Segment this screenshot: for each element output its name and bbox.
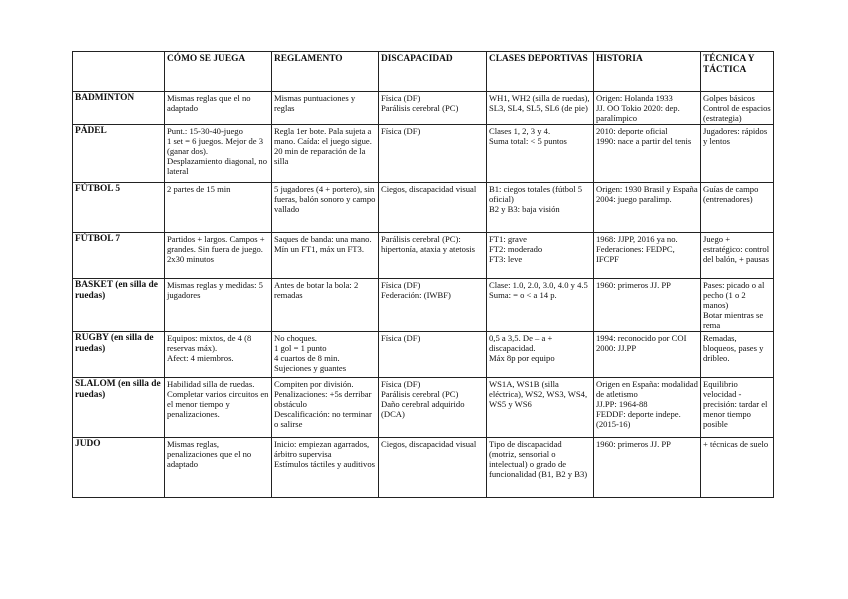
cell-line: Partidos + largos. Campos + grandes. Sin fuera de juego. 2x30 minutos [167, 234, 265, 264]
cell-line: Equilibrio velocidad - precisión: tardar el menor tiempo posible [703, 379, 768, 429]
cell-line: Parálisis cerebral (PC) [381, 389, 459, 399]
discapacidad-cell [379, 233, 487, 279]
cell-line: Mismas puntuaciones y reglas [274, 93, 356, 113]
reglamento-cell [272, 183, 379, 233]
sport-name-cell: BASKET (en silla de ruedas) [73, 279, 165, 332]
cell-line: Punt.: 15-30-40-juego [167, 126, 243, 136]
header-historia: HISTORIA [594, 52, 701, 92]
cell-line: 2004: juego paralimp. [596, 194, 672, 204]
cell-line: Federación: (IWBF) [381, 290, 451, 300]
cell-line: FT3: leve [489, 254, 523, 264]
cell-line: FT2: moderado [489, 244, 543, 254]
header-reglamento: REGLAMENTO [272, 52, 379, 92]
clases-deportivas-cell [487, 438, 594, 498]
header-clases-deportivas: CLASES DEPORTIVAS [487, 52, 594, 92]
cell-line: Mismas reglas y medidas: 5 jugadores [167, 280, 263, 300]
cell-line: Mismas reglas que el no adaptado [167, 93, 251, 113]
header-discapacidad: DISCAPACIDAD [379, 52, 487, 92]
cell-line: FT1: grave [489, 234, 527, 244]
table-row [73, 125, 774, 183]
cell-line: Clases 1, 2, 3 y 4. [489, 126, 551, 136]
cell-line: Clase: 1.0, 2.0, 3.0, 4.0 y 4.5 [489, 280, 588, 290]
table-row [73, 233, 774, 279]
cell-line: 2010: deporte oficial [596, 126, 668, 136]
historia-cell [594, 183, 701, 233]
cell-line: 1960: primeros JJ. PP [596, 439, 671, 449]
reglamento-cell [272, 332, 379, 378]
cell-line: Origen: 1930 Brasil y España [596, 184, 698, 194]
table-row [73, 183, 774, 233]
cell-line: Física (DF) [381, 379, 421, 389]
cell-line: Suma: = o < a 14 p. [489, 290, 557, 300]
como-se-juega-cell [165, 92, 272, 125]
cell-line: Descalificación: no terminar o salirse [274, 409, 372, 429]
cell-line: Origen en España: modalidad de atletismo [596, 379, 698, 399]
cell-line: Equipos: mixtos, de 4 (8 reservas máx). [167, 333, 252, 353]
clases-deportivas-cell [487, 125, 594, 183]
discapacidad-cell [379, 125, 487, 183]
cell-line: B2 y B3: baja visión [489, 204, 560, 214]
cell-line: 4 cuartos de 8 min. [274, 353, 340, 363]
cell-line: JJ.PP: 1964-88 [596, 399, 648, 409]
cell-line: Saques de banda: una mano. Mín un FT1, máx un FT3. [274, 234, 372, 254]
cell-line: Juego + estratégico: control del balón, + pausas [703, 234, 770, 264]
cell-line: FEDDF: deporte indepe. (2015-16) [596, 409, 681, 429]
table-row [73, 92, 774, 125]
tecnica-y-tactica-cell [701, 233, 774, 279]
cell-line: Tipo de discapacidad (motriz, sensorial o intelectual) o grado de funcionalidad (B1, B2 y B3) [489, 439, 588, 479]
como-se-juega-cell [165, 378, 272, 438]
sport-name-cell: JUDO [73, 438, 165, 498]
cell-line: Daño cerebral adquirido (DCA) [381, 399, 465, 419]
cell-line: Física (DF) [381, 93, 421, 103]
cell-line: 1 gol = 1 punto [274, 343, 327, 353]
cell-line: Suma total: < 5 puntos [489, 136, 567, 146]
sport-name-cell: SLALOM (en silla de ruedas) [73, 378, 165, 438]
cell-line: 2000: JJ.PP [596, 343, 637, 353]
cell-line: 0,5 a 3,5. De – a + discapacidad. [489, 333, 553, 353]
cell-line: Física (DF) [381, 280, 421, 290]
cell-line: JJ. OO Tokio 2020: dep. paralímpico [596, 103, 680, 123]
cell-line: Jugadores: rápidos y lentos [703, 126, 768, 146]
sport-name-cell: RUGBY (en silla de ruedas) [73, 332, 165, 378]
cell-line: 1990: nace a partir del tenis [596, 136, 692, 146]
sport-name-cell: PÁDEL [73, 125, 165, 183]
clases-deportivas-cell [487, 378, 594, 438]
cell-line: 2 partes de 15 min [167, 184, 231, 194]
cell-line: 1968: JJPP, 2016 ya no. [596, 234, 678, 244]
cell-line: 1 set = 6 juegos. Mejor de 3 (ganar dos). [167, 136, 264, 156]
tecnica-y-tactica-cell [701, 92, 774, 125]
cell-line: Sujeciones y guantes [274, 363, 347, 373]
tecnica-y-tactica-cell [701, 279, 774, 332]
historia-cell [594, 125, 701, 183]
historia-cell [594, 92, 701, 125]
historia-cell [594, 279, 701, 332]
reglamento-cell [272, 92, 379, 125]
cell-line: Ciegos, discapacidad visual [381, 439, 477, 449]
cell-line: Máx 8p por equipo [489, 353, 555, 363]
cell-line: 1994: reconocido por COI [596, 333, 687, 343]
cell-line: Remadas, bloqueos, pases y dribleo. [703, 333, 764, 363]
cell-line: Compiten por división. Penalizaciones: +5s derribar obstáculo [274, 379, 372, 409]
como-se-juega-cell [165, 183, 272, 233]
historia-cell [594, 378, 701, 438]
cell-line: Botar mientras se rema [703, 310, 764, 330]
cell-line: Antes de botar la bola: 2 remadas [274, 280, 359, 300]
sport-name-cell: FÚTBOL 5 [73, 183, 165, 233]
table-row [73, 332, 774, 378]
discapacidad-cell [379, 378, 487, 438]
historia-cell [594, 332, 701, 378]
header-tecnica-y-tactica: TÉCNICA Y TÁCTICA [701, 52, 774, 92]
table-row [73, 279, 774, 332]
tecnica-y-tactica-cell [701, 183, 774, 233]
cell-line: Guías de campo (entrenadores) [703, 184, 759, 204]
cell-line: Física (DF) [381, 126, 421, 136]
historia-cell [594, 438, 701, 498]
sports-table [72, 51, 774, 498]
reglamento-cell [272, 233, 379, 279]
cell-line: Federaciones: FEDPC, IFCPF [596, 244, 675, 264]
cell-line: WS1A, WS1B (silla eléctrica), WS2, WS3, WS4, WS5 y WS6 [489, 379, 588, 409]
cell-line: Origen: Holanda 1933 [596, 93, 673, 103]
header-corner [73, 52, 165, 92]
tecnica-y-tactica-cell [701, 378, 774, 438]
cell-line: Inicio: empiezan agarrados, árbitro supervisa [274, 439, 370, 459]
cell-line: 5 jugadores (4 + portero), sin fueras, balón sonoro y campo vallado [274, 184, 376, 214]
reglamento-cell [272, 378, 379, 438]
discapacidad-cell [379, 183, 487, 233]
cell-line: + técnicas de suelo [703, 439, 769, 449]
clases-deportivas-cell [487, 233, 594, 279]
cell-line: Parálisis cerebral (PC): hipertonía, ataxia y atetosis [381, 234, 476, 254]
table-row [73, 438, 774, 498]
cell-line: Golpes básicos [703, 93, 755, 103]
discapacidad-cell [379, 438, 487, 498]
tecnica-y-tactica-cell [701, 125, 774, 183]
clases-deportivas-cell [487, 279, 594, 332]
cell-line: Mismas reglas, penalizaciones que el no adaptado [167, 439, 252, 469]
como-se-juega-cell [165, 438, 272, 498]
clases-deportivas-cell [487, 183, 594, 233]
cell-line: No choques. [274, 333, 317, 343]
cell-line: Control de espacios (estrategia) [703, 103, 771, 123]
discapacidad-cell [379, 332, 487, 378]
reglamento-cell [272, 438, 379, 498]
sport-name-cell: BADMINTON [73, 92, 165, 125]
cell-line: Ciegos, discapacidad visual [381, 184, 477, 194]
header-row [73, 52, 774, 92]
cell-line: Estímulos táctiles y auditivos [274, 459, 375, 469]
discapacidad-cell [379, 279, 487, 332]
discapacidad-cell [379, 92, 487, 125]
clases-deportivas-cell [487, 332, 594, 378]
cell-line: WH1, WH2 (silla de ruedas), SL3, SL4, SL5, SL6 (de pie) [489, 93, 590, 113]
cell-line: Afect: 4 miembros. [167, 353, 234, 363]
cell-line: Parálisis cerebral (PC) [381, 103, 459, 113]
como-se-juega-cell [165, 233, 272, 279]
cell-line: Desplazamiento diagonal, no lateral [167, 156, 267, 176]
reglamento-cell [272, 279, 379, 332]
cell-line: Pases: picado o al pecho (1 o 2 manos) [703, 280, 765, 310]
reglamento-cell [272, 125, 379, 183]
como-se-juega-cell [165, 332, 272, 378]
header-como-se-juega: CÓMO SE JUEGA [165, 52, 272, 92]
cell-line: 1960: primeros JJ. PP [596, 280, 671, 290]
como-se-juega-cell [165, 125, 272, 183]
cell-line: Regla 1er bote. Pala sujeta a mano. Caída: el juego sigue. 20 min de reparación de la silla [274, 126, 372, 166]
cell-line: Habilidad silla de ruedas. Completar varios circuitos en el menor tiempo y penalizaciones. [167, 379, 269, 419]
tecnica-y-tactica-cell [701, 438, 774, 498]
cell-line: B1: ciegos totales (fútbol 5 oficial) [489, 184, 583, 204]
como-se-juega-cell [165, 279, 272, 332]
cell-line: Física (DF) [381, 333, 421, 343]
table-row [73, 378, 774, 438]
historia-cell [594, 233, 701, 279]
tecnica-y-tactica-cell [701, 332, 774, 378]
sport-name-cell: FÚTBOL 7 [73, 233, 165, 279]
clases-deportivas-cell [487, 92, 594, 125]
